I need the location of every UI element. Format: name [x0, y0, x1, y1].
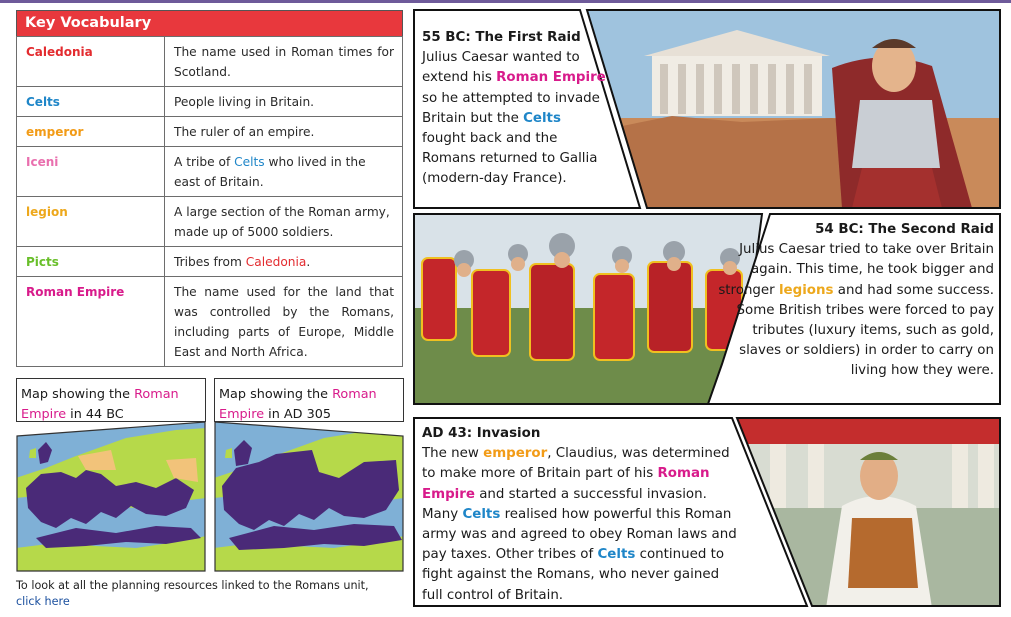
first-raid-heading: 55 BC: The First Raid: [422, 30, 581, 45]
story-text: The new: [422, 446, 484, 462]
term-iceni: Iceni: [17, 147, 165, 197]
key-vocabulary: [16, 10, 403, 367]
second-raid-text: [712, 220, 994, 382]
definition-text: A tribe of: [174, 155, 235, 169]
definition-celts: People living in Britain.: [165, 87, 403, 117]
map-ad305-caption: [219, 385, 399, 425]
keyword-celts: Celts: [523, 110, 561, 126]
caption-text: Map showing the: [219, 387, 333, 402]
invasion-heading: AD 43: Invasion: [422, 426, 541, 441]
definition-iceni: [165, 147, 403, 197]
vocabulary-title: Key Vocabulary: [16, 10, 403, 36]
term-picts: Picts: [17, 247, 165, 277]
caption-text: Map showing the: [21, 387, 135, 402]
invasion-text: [422, 424, 740, 606]
keyword-celts: Celts: [462, 506, 501, 522]
definition-roman-empire: The name used for the land that was controlled by the Romans, including parts of Europe, Middle East and North Africa.: [165, 277, 403, 367]
story-text: and had some success. Some British tribes were forced to pay tributes (luxury items, such as gold, slaves or soldiers) in order to carry on living how they were.: [736, 282, 994, 379]
story-text: realised how powerful this Roman army was and agreed to obey Roman laws and pay taxes. Other tribes of: [422, 506, 737, 563]
planning-note: [16, 578, 406, 610]
keyword-legions: legions: [778, 282, 834, 298]
caesar-temple-image: [582, 8, 1002, 210]
term-roman-empire: Roman Empire: [17, 277, 165, 367]
definition-text: Tribes from: [174, 255, 246, 269]
map-44bc-panel: [16, 378, 206, 572]
keyword-roman-empire: Roman Empire: [219, 387, 377, 422]
keyword-roman-empire: Roman Empire: [422, 466, 710, 502]
table-row: [17, 117, 403, 147]
term-emperor: emperor: [17, 117, 165, 147]
term-legion: legion: [17, 197, 165, 247]
second-raid-heading: 54 BC: The Second Raid: [815, 222, 994, 237]
top-rule: [0, 0, 1011, 3]
keyword-roman-empire: Roman Empire: [21, 387, 179, 422]
definition-legion: A large section of the Roman army, made up of 5000 soldiers.: [165, 197, 403, 247]
story-text: continued to fight against the Romans, who never gained full control of Britain.: [422, 547, 725, 603]
keyword-caledonia: Caledonia: [245, 255, 307, 269]
table-row: [17, 87, 403, 117]
story-text: fought back and the Romans returned to Gallia (modern-day France).: [422, 131, 598, 187]
table-row: [17, 37, 403, 87]
definition-emperor: The ruler of an empire.: [165, 117, 403, 147]
first-raid-text: [422, 28, 606, 190]
table-row: [17, 147, 403, 197]
story-text: and started a successful invasion. Many: [422, 486, 707, 522]
definition-text: who lived in the east of Britain.: [174, 155, 366, 189]
keyword-roman-empire: Roman Empire: [496, 70, 606, 86]
planning-text: To look at all the planning resources linked to the Romans unit,: [16, 579, 369, 592]
vocabulary-table: [16, 36, 403, 367]
definition-text: .: [306, 255, 311, 269]
story-text: so he attempted to invade Britain but the: [422, 90, 600, 126]
story-text: Julius Caesar tried to take over Britain again. This time, he took bigger and stronger: [718, 242, 994, 298]
caption-text: in AD 305: [264, 407, 331, 422]
term-celts: Celts: [17, 87, 165, 117]
definition-picts: [165, 247, 403, 277]
story-text: , Claudius, was determined to make more of Britain part of his: [422, 446, 730, 482]
map-ad305-panel: [214, 378, 404, 572]
definition-caledonia: The name used in Roman times for Scotland.: [165, 37, 403, 87]
story-text: Julius Caesar wanted to extend his: [422, 50, 580, 86]
keyword-celts: Celts: [597, 547, 636, 563]
table-row: [17, 247, 403, 277]
term-caledonia: Caledonia: [17, 37, 165, 87]
planning-resources-link[interactable]: click here: [16, 595, 70, 608]
table-row: [17, 277, 403, 367]
table-row: [17, 197, 403, 247]
keyword-emperor: emperor: [483, 446, 548, 462]
keyword-celts: Celts: [234, 155, 265, 169]
map-44bc-caption: [21, 385, 201, 425]
caption-text: in 44 BC: [66, 407, 124, 422]
